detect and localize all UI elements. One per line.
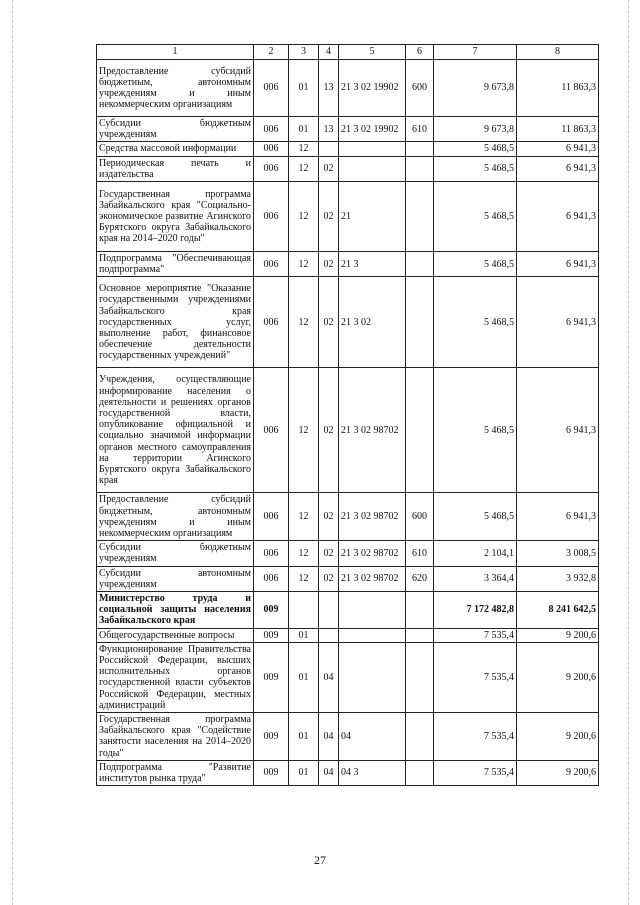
- cell-amount-year-2: 6 941,3: [517, 252, 599, 277]
- cell-ministry-code: 006: [254, 252, 289, 277]
- cell-target-article: 04: [339, 713, 406, 761]
- cell-target-article: [339, 628, 406, 642]
- cell-section: 12: [289, 493, 319, 541]
- cell-section: 12: [289, 156, 319, 181]
- table-row: [97, 760, 599, 785]
- cell-target-article: 21 3 02 19902: [339, 60, 406, 117]
- header-col-4: 4: [319, 45, 339, 60]
- cell-amount-year-1: 7 172 482,8: [434, 592, 517, 629]
- cell-amount-year-2: 9 200,6: [517, 628, 599, 642]
- table-row: [97, 142, 599, 156]
- cell-ministry-code: 009: [254, 760, 289, 785]
- cell-amount-year-1: 7 535,4: [434, 642, 517, 712]
- cell-expense-type: 610: [406, 541, 434, 566]
- cell-amount-year-2: 9 200,6: [517, 642, 599, 712]
- cell-amount-year-2: 6 941,3: [517, 368, 599, 493]
- cell-name: Субсидии бюджетным учреждениям: [97, 541, 254, 566]
- cell-target-article: [339, 142, 406, 156]
- cell-subsection: 02: [319, 368, 339, 493]
- cell-amount-year-1: 7 535,4: [434, 713, 517, 761]
- cell-amount-year-2: 8 241 642,5: [517, 592, 599, 629]
- cell-amount-year-1: 5 468,5: [434, 493, 517, 541]
- cell-amount-year-2: 9 200,6: [517, 713, 599, 761]
- cell-expense-type: [406, 642, 434, 712]
- table-row: [97, 182, 599, 252]
- cell-ministry-code: 006: [254, 142, 289, 156]
- cell-section: [289, 592, 319, 629]
- cell-expense-type: [406, 156, 434, 181]
- cell-section: 12: [289, 142, 319, 156]
- cell-amount-year-2: 6 941,3: [517, 493, 599, 541]
- table-row: [97, 642, 599, 712]
- cell-subsection: 02: [319, 156, 339, 181]
- page-edge-left: [12, 0, 14, 905]
- table-row: [97, 368, 599, 493]
- cell-target-article: 21 3 02: [339, 277, 406, 368]
- cell-ministry-code: 006: [254, 541, 289, 566]
- header-col-3: 3: [289, 45, 319, 60]
- cell-section: 01: [289, 713, 319, 761]
- cell-name: Основное мероприятие "Оказание государственными учреждениями Забайкальского края государственных услуг, выполнение работ, финансовое обеспечение деятельности государственных учреждений": [97, 277, 254, 368]
- table-row: [97, 156, 599, 181]
- cell-section: 01: [289, 642, 319, 712]
- cell-expense-type: [406, 182, 434, 252]
- table-row: [97, 713, 599, 761]
- cell-section: 12: [289, 277, 319, 368]
- cell-ministry-code: 006: [254, 117, 289, 142]
- cell-ministry-code: 009: [254, 592, 289, 629]
- table-row: [97, 566, 599, 591]
- cell-subsection: 13: [319, 60, 339, 117]
- cell-name: Предоставление субсидий бюджетным, автономным учреждениям и иным некоммерческим организациям: [97, 493, 254, 541]
- cell-expense-type: 610: [406, 117, 434, 142]
- cell-section: 01: [289, 628, 319, 642]
- cell-amount-year-1: 5 468,5: [434, 156, 517, 181]
- cell-section: 12: [289, 566, 319, 591]
- cell-section: 01: [289, 760, 319, 785]
- table-row: [97, 592, 599, 629]
- page-edge-right: [628, 0, 630, 905]
- cell-target-article: [339, 642, 406, 712]
- cell-section: 12: [289, 368, 319, 493]
- header-row: [97, 45, 599, 60]
- cell-ministry-code: 006: [254, 182, 289, 252]
- cell-subsection: [319, 142, 339, 156]
- cell-name: Подпрограмма "Развитие институтов рынка труда": [97, 760, 254, 785]
- cell-expense-type: [406, 592, 434, 629]
- header-col-2: 2: [254, 45, 289, 60]
- cell-section: 12: [289, 182, 319, 252]
- cell-ministry-code: 006: [254, 566, 289, 591]
- cell-target-article: 21 3 02 98702: [339, 493, 406, 541]
- cell-name: Периодическая печать и издательства: [97, 156, 254, 181]
- cell-subsection: 04: [319, 713, 339, 761]
- cell-expense-type: 600: [406, 493, 434, 541]
- cell-subsection: 02: [319, 252, 339, 277]
- cell-amount-year-1: 5 468,5: [434, 182, 517, 252]
- cell-amount-year-2: 11 863,3: [517, 60, 599, 117]
- cell-amount-year-1: 9 673,8: [434, 60, 517, 117]
- cell-amount-year-1: 7 535,4: [434, 760, 517, 785]
- cell-ministry-code: 006: [254, 368, 289, 493]
- cell-subsection: 02: [319, 566, 339, 591]
- cell-target-article: 21 3 02 98702: [339, 566, 406, 591]
- cell-subsection: 02: [319, 182, 339, 252]
- page-number: 27: [314, 853, 326, 867]
- cell-name: Министерство труда и социальной защиты населения Забайкальского края: [97, 592, 254, 629]
- table-row: [97, 60, 599, 117]
- header-col-8: 8: [517, 45, 599, 60]
- cell-amount-year-1: 5 468,5: [434, 252, 517, 277]
- cell-target-article: 04 3: [339, 760, 406, 785]
- cell-target-article: 21 3 02 98702: [339, 541, 406, 566]
- cell-ministry-code: 009: [254, 628, 289, 642]
- cell-expense-type: [406, 368, 434, 493]
- cell-name: Субсидии автономным учреждениям: [97, 566, 254, 591]
- cell-amount-year-2: 3 932,8: [517, 566, 599, 591]
- cell-name: Государственная программа Забайкальского края "Социально-экономическое развитие Агинского Бурятского округа Забайкальского края на 2014–2020 годы": [97, 182, 254, 252]
- cell-name: Субсидии бюджетным учреждениям: [97, 117, 254, 142]
- cell-ministry-code: 006: [254, 277, 289, 368]
- cell-amount-year-1: 5 468,5: [434, 142, 517, 156]
- cell-section: 01: [289, 60, 319, 117]
- cell-ministry-code: 006: [254, 156, 289, 181]
- cell-amount-year-1: 2 104,1: [434, 541, 517, 566]
- cell-subsection: 04: [319, 642, 339, 712]
- cell-target-article: 21 3: [339, 252, 406, 277]
- cell-ministry-code: 006: [254, 493, 289, 541]
- cell-target-article: 21 3 02 98702: [339, 368, 406, 493]
- table-row: [97, 117, 599, 142]
- cell-subsection: 02: [319, 541, 339, 566]
- cell-expense-type: [406, 277, 434, 368]
- table-row: [97, 277, 599, 368]
- cell-subsection: 04: [319, 760, 339, 785]
- cell-expense-type: [406, 760, 434, 785]
- cell-ministry-code: 009: [254, 642, 289, 712]
- cell-amount-year-1: 7 535,4: [434, 628, 517, 642]
- cell-name: Функционирование Правительства Российской Федерации, высших исполнительных органов государственной власти субъектов Российской Федерации, местных администраций: [97, 642, 254, 712]
- table-row: [97, 628, 599, 642]
- cell-subsection: 02: [319, 493, 339, 541]
- cell-subsection: 13: [319, 117, 339, 142]
- cell-subsection: [319, 592, 339, 629]
- cell-ministry-code: 009: [254, 713, 289, 761]
- cell-amount-year-1: 3 364,4: [434, 566, 517, 591]
- cell-amount-year-2: 6 941,3: [517, 277, 599, 368]
- header-col-1: 1: [97, 45, 254, 60]
- cell-section: 12: [289, 541, 319, 566]
- cell-amount-year-2: 6 941,3: [517, 156, 599, 181]
- cell-section: 12: [289, 252, 319, 277]
- cell-target-article: [339, 156, 406, 181]
- header-col-6: 6: [406, 45, 434, 60]
- cell-ministry-code: 006: [254, 60, 289, 117]
- cell-amount-year-1: 9 673,8: [434, 117, 517, 142]
- table-row: [97, 493, 599, 541]
- cell-target-article: 21 3 02 19902: [339, 117, 406, 142]
- cell-amount-year-2: 6 941,3: [517, 142, 599, 156]
- header-col-5: 5: [339, 45, 406, 60]
- cell-expense-type: 620: [406, 566, 434, 591]
- cell-amount-year-2: 3 008,5: [517, 541, 599, 566]
- cell-name: Государственная программа Забайкальского края "Содействие занятости населения на 2014–2020 годы": [97, 713, 254, 761]
- cell-expense-type: [406, 628, 434, 642]
- cell-name: Предоставление субсидий бюджетным, автономным учреждениям и иным некоммерческим организациям: [97, 60, 254, 117]
- header-col-7: 7: [434, 45, 517, 60]
- cell-subsection: [319, 628, 339, 642]
- cell-expense-type: [406, 713, 434, 761]
- cell-target-article: [339, 592, 406, 629]
- cell-expense-type: [406, 252, 434, 277]
- cell-name: Общегосударственные вопросы: [97, 628, 254, 642]
- budget-table: [96, 44, 599, 786]
- table-row: [97, 252, 599, 277]
- cell-amount-year-2: 11 863,3: [517, 117, 599, 142]
- cell-name: Учреждения, осуществляющие информирование населения о деятельности и решениях органов государственной власти, опубликование официальной и социально значимой информации органов местного самоуправления на территории Агинского Бурятского округа Забайкальского края: [97, 368, 254, 493]
- cell-name: Средства массовой информации: [97, 142, 254, 156]
- cell-target-article: 21: [339, 182, 406, 252]
- table-row: [97, 541, 599, 566]
- cell-name: Подпрограмма "Обеспечивающая подпрограмма": [97, 252, 254, 277]
- cell-amount-year-2: 9 200,6: [517, 760, 599, 785]
- cell-subsection: 02: [319, 277, 339, 368]
- cell-expense-type: [406, 142, 434, 156]
- cell-section: 01: [289, 117, 319, 142]
- cell-amount-year-1: 5 468,5: [434, 368, 517, 493]
- cell-expense-type: 600: [406, 60, 434, 117]
- cell-amount-year-1: 5 468,5: [434, 277, 517, 368]
- cell-amount-year-2: 6 941,3: [517, 182, 599, 252]
